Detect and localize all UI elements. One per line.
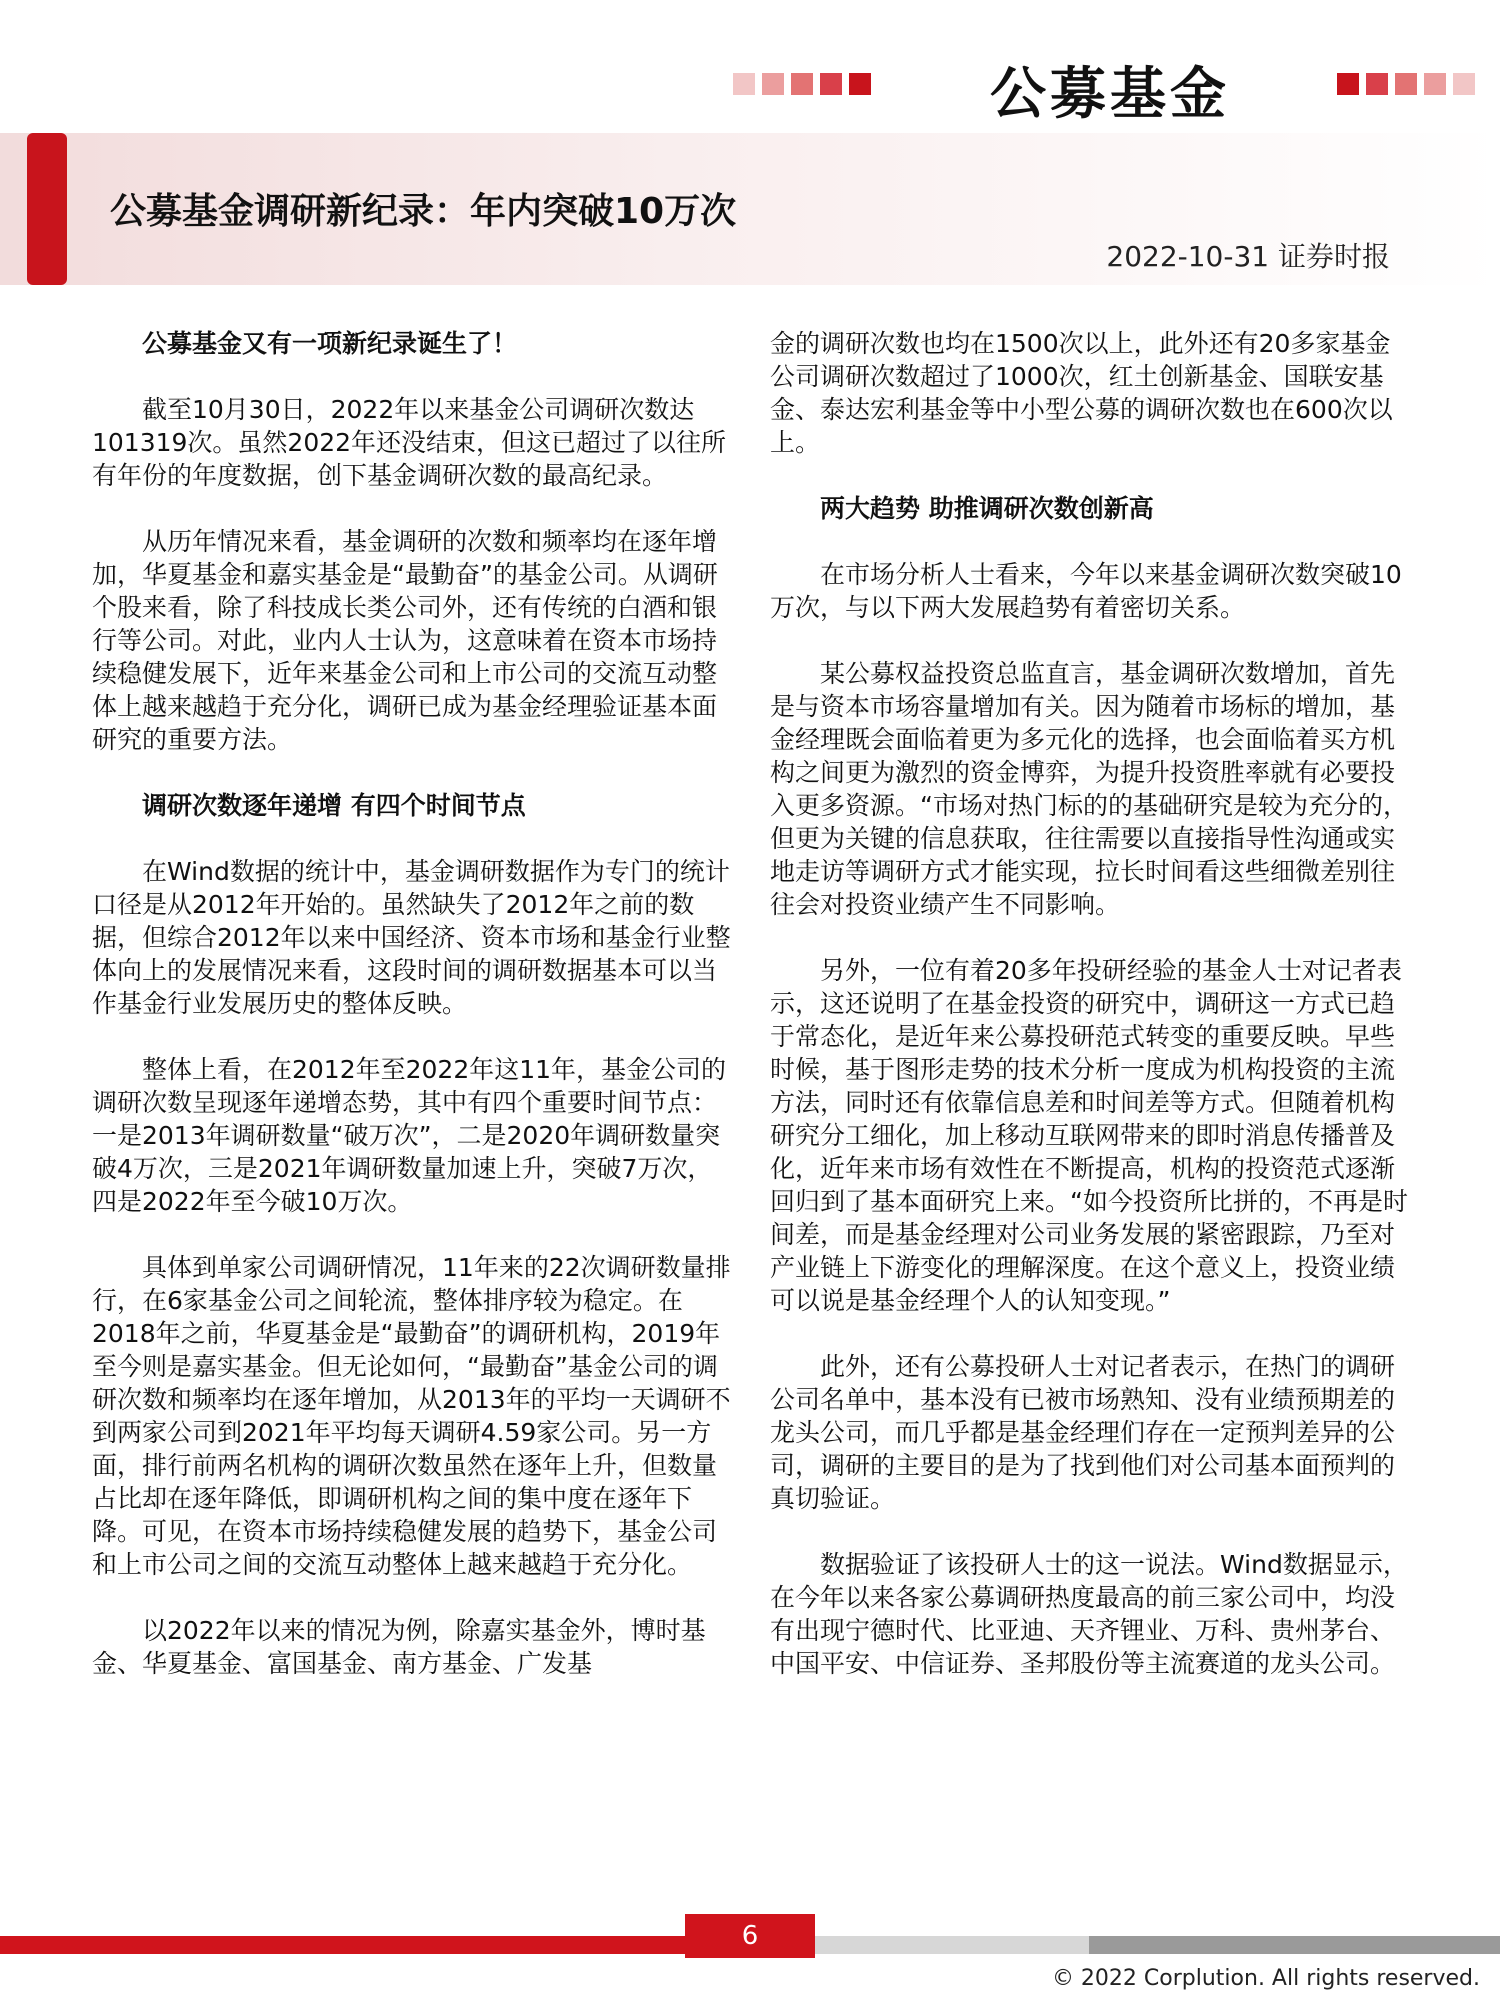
section-heading: 两大趋势 助推调研次数创新高 (820, 494, 1154, 523)
right-column (770, 327, 1414, 1680)
article-date-source: 2022-10-31 证券时报 (1106, 240, 1390, 273)
deco-square (733, 73, 755, 95)
paragraph: 此外，还有公募投研人士对记者表示，在热门的调研公司名单中，基本没有已被市场熟知、没有业绩预期差的龙头公司，而几乎都是基金经理们存在一定预判差异的公司，调研的主要目的是为了找到他们对公司基本面预判的真切验证。 (770, 1352, 1396, 1513)
left-column (92, 327, 736, 1680)
deco-square (820, 73, 842, 95)
paragraph: 数据验证了该投研人士的这一说法。Wind数据显示，在今年以来各家公募调研热度最高的前三家公司中，均没有出现宁德时代、比亚迪、天齐锂业、万科、贵州茅台、中国平安、中信证券、圣邦股份等主流赛道的龙头公司。 (770, 1550, 1408, 1678)
deco-square (849, 73, 871, 95)
lead-heading: 公募基金又有一项新纪录诞生了！ (142, 329, 518, 358)
copyright-notice: © 2022 Corplution. All rights reserved. (1051, 1966, 1480, 1991)
paragraph: 具体到单家公司调研情况，11年来的22次调研数量排行，在6家基金公司之间轮流，整体排序较为稳定。在2018年之前，华夏基金是“最勤奋”的调研机构，2019年至今则是嘉实基金。但无论如何，“最勤奋”基金公司的调研次数和频率均在逐年增加，从2013年的平均一天调研不到两家公司到2021年平均每天调研4.59家公司。另一方面，排行前两名机构的调研次数虽然在逐年上升，但数量占比却在逐年降低，即调研机构之间的集中度在逐年下降。可见，在资本市场持续稳健发展的趋势下，基金公司和上市公司之间的交流互动整体上越来越趋于充分化。 (92, 1253, 731, 1579)
paragraph: 某公募权益投资总监直言，基金调研次数增加，首先是与资本市场容量增加有关。因为随着市场标的增加，基金经理既会面临着更为多元化的选择，也会面临着买方机构之间更为激烈的资金博弈，为提升投资胜率就有必要投入更多资源。“市场对热门标的的基础研究是较为充分的，但更为关键的信息获取，往往需要以直接指导性沟通或实地走访等调研方式才能实现，拉长时间看这些细微差别往往会对投资业绩产生不同影响。 (770, 659, 1408, 919)
deco-square (1424, 73, 1446, 95)
section-title: 公募基金 (990, 62, 1230, 127)
paragraph: 整体上看，在2012年至2022年这11年，基金公司的调研次数呈现逐年递增态势，其中有四个重要时间节点：一是2013年调研数量“破万次”，二是2020年调研数量突破4万次，三是2021年调研数量加速上升，突破7万次，四是2022年至今破10万次。 (92, 1055, 727, 1216)
deco-square (1366, 73, 1388, 95)
paragraph: 以2022年以来的情况为例，除嘉实基金外，博时基金、华夏基金、富国基金、南方基金、广发基 (92, 1616, 706, 1678)
deco-square (791, 73, 813, 95)
deco-square (1395, 73, 1417, 95)
page-number: 6 (685, 1914, 815, 1958)
deco-square (762, 73, 784, 95)
paragraph: 从历年情况来看，基金调研的次数和频率均在逐年增加，华夏基金和嘉实基金是“最勤奋”的基金公司。从调研个股来看，除了科技成长类公司外，还有传统的白酒和银行等公司。对此，业内人士认为，这意味着在资本市场持续稳健发展下，近年来基金公司和上市公司的交流互动整体上越来越趋于充分化，调研已成为基金经理验证基本面研究的重要方法。 (92, 527, 718, 754)
deco-square (1337, 73, 1359, 95)
paragraph-continued: 金的调研次数也均在1500次以上，此外还有20多家基金公司调研次数超过了1000次，红土创新基金、国联安基金、泰达宏利基金等中小型公募的调研次数也在600次以上。 (770, 329, 1393, 457)
paragraph: 截至10月30日，2022年以来基金公司调研次数达101319次。虽然2022年还没结束，但这已超过了以往所有年份的年度数据，创下基金调研次数的最高纪录。 (92, 395, 727, 490)
section-heading: 调研次数逐年递增 有四个时间节点 (142, 791, 526, 820)
paragraph: 在市场分析人士看来，今年以来基金调研次数突破10万次，与以下两大发展趋势有着密切关系。 (770, 560, 1402, 622)
paragraph: 在Wind数据的统计中，基金调研数据作为专门的统计口径是从2012年开始的。虽然缺失了2012年之前的数据，但综合2012年以来中国经济、资本市场和基金行业整体向上的发展情况来看，这段时间的调研数据基本可以当作基金行业发展历史的整体反映。 (92, 857, 731, 1018)
footer-bar-right (815, 1936, 1500, 1954)
deco-square (1453, 73, 1475, 95)
article-title: 公募基金调研新纪录：年内突破10万次 (110, 191, 737, 232)
footer-bar-left (0, 1936, 685, 1954)
banner-accent-bar (27, 133, 67, 285)
paragraph: 另外，一位有着20多年投研经验的基金人士对记者表示，这还说明了在基金投资的研究中，调研这一方式已趋于常态化，是近年来公募投研范式转变的重要反映。早些时候，基于图形走势的技术分析一度成为机构投资的主流方法，同时还有依靠信息差和时间差等方式。但随着机构研究分工细化，加上移动互联网带来的即时消息传播普及化，近年来市场有效性在不断提高，机构的投资范式逐渐回归到了基本面研究上来。“如今投资所比拼的，不再是时间差，而是基金经理对公司业务发展的紧密跟踪，乃至对产业链上下游变化的理解深度。在这个意义上，投资业绩可以说是基金经理个人的认知变现。” (770, 956, 1408, 1315)
